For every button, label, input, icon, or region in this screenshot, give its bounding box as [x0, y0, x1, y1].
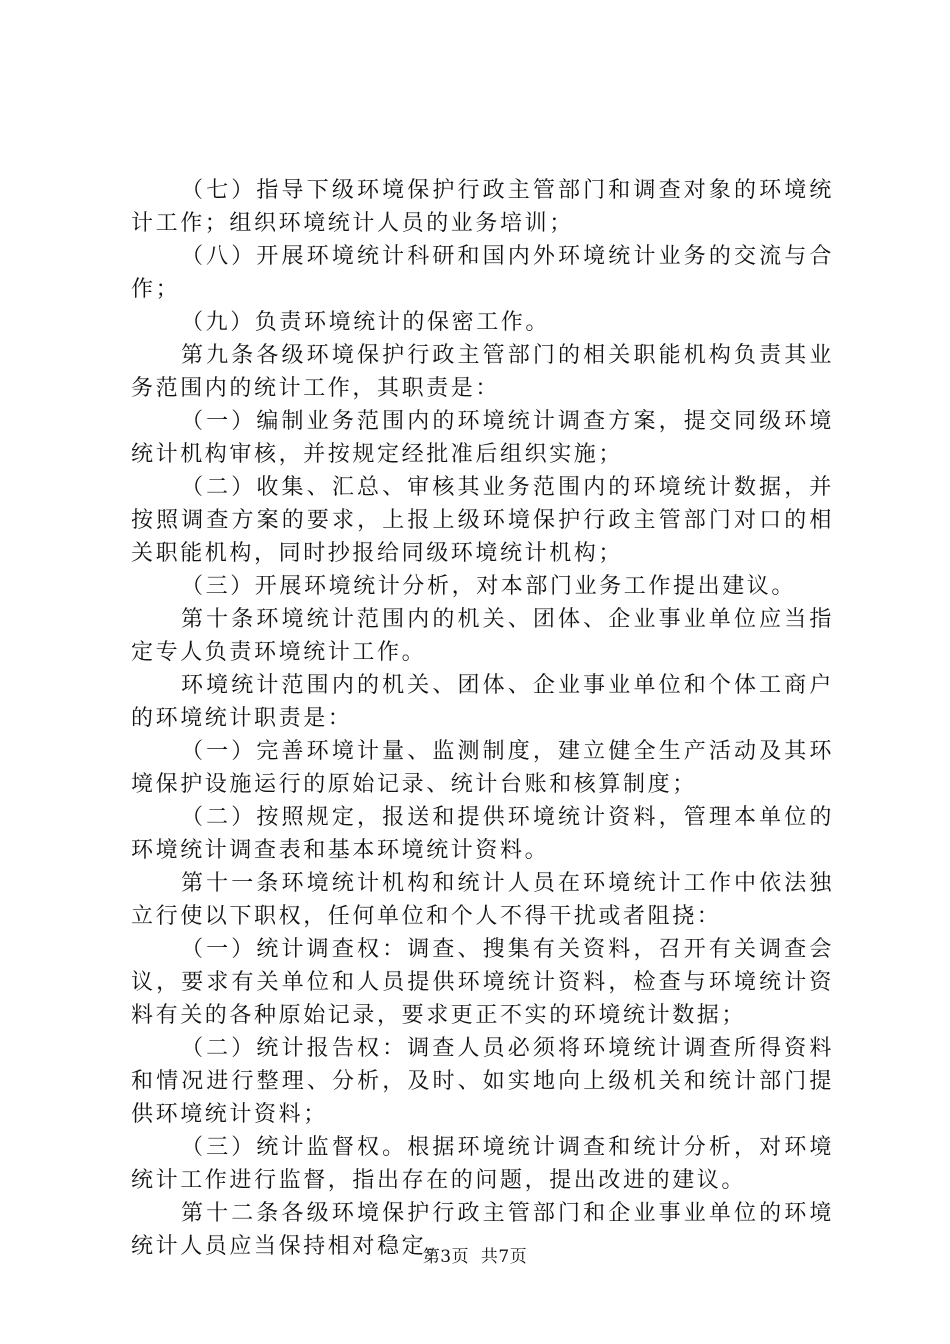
article-12: 第十二条各级环境保护行政主管部门和企业事业单位的环境统计人员应当保持相对稳定。	[131, 1201, 834, 1259]
article-10-duties: 环境统计范围内的机关、团体、企业事业单位和个体工商户的环境统计职责是：	[131, 673, 834, 731]
article-11-item-3: （三）统计监督权。根据环境统计调查和统计分析，对环境统计工作进行监督，指出存在的问题，提出改进的建议。	[131, 1135, 834, 1193]
article-9-item-2: （二）收集、汇总、审核其业务范围内的环境统计数据，并按照调查方案的要求，上报上级环境保护行政主管部门对口的相关职能机构，同时抄报给同级环境统计机构；	[131, 475, 834, 566]
article-11-item-1: （一）统计调查权：调查、搜集有关资料，召开有关调查会议，要求有关单位和人员提供环境统计资料，检查与环境统计资料有关的各种原始记录，要求更正不实的环境统计数据；	[131, 937, 834, 1028]
page-footer	[0, 1246, 950, 1268]
paragraph-item-8: （八）开展环境统计科研和国内外环境统计业务的交流与合作；	[131, 244, 834, 302]
paragraph-item-9: （九）负责环境统计的保密工作。	[181, 310, 551, 335]
article-11: 第十一条环境统计机构和统计人员在环境统计工作中依法独立行使以下职权，任何单位和个人不得干扰或者阻挠：	[131, 871, 834, 929]
paragraph-item-7: （七）指导下级环境保护行政主管部门和调查对象的环境统计工作；组织环境统计人员的业务培训；	[131, 178, 834, 236]
article-10: 第十条环境统计范围内的机关、团体、企业事业单位应当指定专人负责环境统计工作。	[131, 607, 834, 665]
document-body	[131, 174, 834, 1263]
page-number-label: 第3页 共7页	[422, 1247, 528, 1267]
article-9-item-3: （三）开展环境统计分析，对本部门业务工作提出建议。	[181, 574, 797, 599]
article-10-item-2: （二）按照规定，报送和提供环境统计资料，管理本单位的环境统计调查表和基本环境统计资料。	[131, 805, 834, 863]
article-9-item-1: （一）编制业务范围内的环境统计调查方案，提交同级环境统计机构审核，并按规定经批准后组织实施；	[131, 409, 834, 467]
article-9: 第九条各级环境保护行政主管部门的相关职能机构负责其业务范围内的统计工作，其职责是：	[131, 343, 834, 401]
article-11-item-2: （二）统计报告权：调查人员必须将环境统计调查所得资料和情况进行整理、分析，及时、如实地向上级机关和统计部门提供环境统计资料；	[131, 1036, 834, 1127]
article-10-item-1: （一）完善环境计量、监测制度，建立健全生产活动及其环境保护设施运行的原始记录、统计台账和核算制度；	[131, 739, 834, 797]
